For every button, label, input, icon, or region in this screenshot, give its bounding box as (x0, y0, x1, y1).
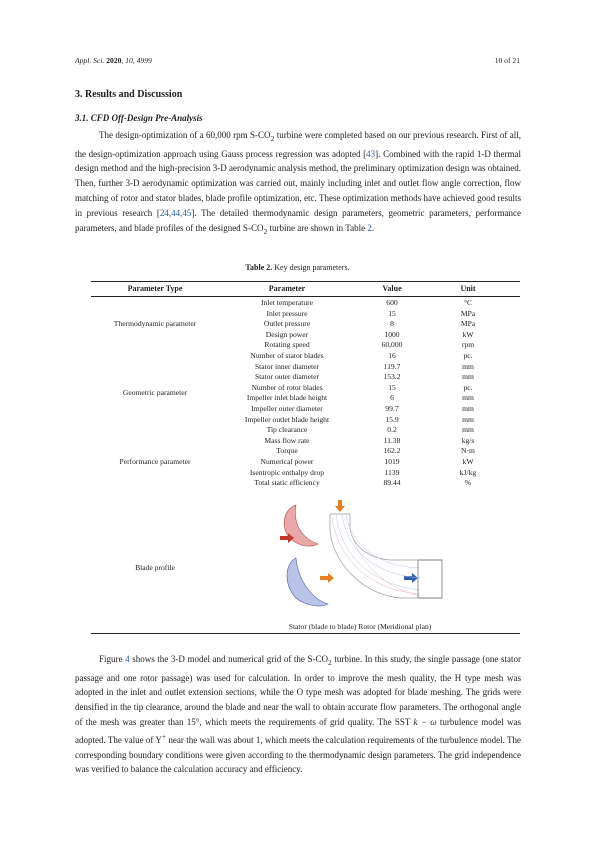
table-reference-link[interactable]: 2 (367, 222, 372, 233)
table-cell-unit: kW (462, 329, 474, 339)
table-cell-unit: pc. (463, 351, 473, 360)
table-cell-value: 1019 (384, 457, 400, 466)
table-cell-unit: mm (462, 425, 474, 435)
table-cell-value: 600 (386, 298, 398, 307)
subsection-title: 3.1. CFD Off-Design Pre-Analysis (75, 113, 203, 123)
table-cell-unit: MPa (460, 308, 476, 318)
table-cell-value: 60,000 (381, 340, 403, 350)
table-cell-value: 8 (390, 319, 394, 329)
table-cell-unit: mm (462, 361, 474, 371)
table-cell-parameter: Impeller outlet blade height (244, 414, 330, 424)
outlet-arrow-icon (404, 573, 418, 583)
table-header-rule (91, 296, 520, 297)
table-cell-parameter: Total static efficiency (254, 478, 320, 488)
journal-volume: , 10, 4999 (121, 56, 152, 65)
journal-name: Appl. Sci. (75, 56, 105, 65)
table-cell-parameter: Impeller inlet blade height (246, 393, 328, 403)
table-cell-value: 15 (388, 382, 396, 392)
figure-reference-link[interactable]: 4 (125, 654, 130, 664)
table-cell-parameter: Isentropic enthalpy drop (249, 467, 325, 477)
table-top-rule (91, 281, 520, 282)
table-cell-value: 89.44 (383, 478, 401, 488)
page-number: 10 of 21 (494, 56, 520, 65)
header-parameter-type: Parameter Type (127, 284, 183, 293)
table-cell-value: 11.38 (383, 435, 401, 445)
rotor-meridional-image (330, 514, 442, 598)
paragraph-1: The design-optimization of a 60,000 rpm $S-CO_2$ turbine were completed based on our previous research. First of all, the design-optimization approach using Gauss process regression was adopted [43]. Combined with the rapid 1-D thermal design method and the high-precision 3-D aerodynamic analysis method, the preliminary optimization design was obtained. Then, further 3-D aerodynamic optimization was carried out, mainly including inlet and outlet flow angle correction, flow matching of rotor and stator blades, blade profile optimization, etc. These optimization methods have achieved good results in previous research [24,44,45]. The detailed thermodynamic design parameters, geometric parameters, performance parameters, and blade profiles of the designed $S-CO_2$ turbine are shown in Table 2. (75, 130, 522, 236)
table-cell-parameter: Inlet temperature (260, 298, 314, 307)
table-cell-value: 0.2 (387, 425, 397, 435)
section-title: 3. Results and Discussion (75, 89, 183, 100)
table-cell-parameter-type: Thermodynamic parameter (113, 319, 197, 329)
table-cell-parameter: Number of rotor blades (251, 382, 323, 392)
blade-profile-label: Blade profile (135, 563, 175, 572)
table-cell-unit: kg/s (461, 435, 475, 445)
table-cell-parameter: Stator inner diameter (254, 361, 320, 371)
blade-profile-figure (270, 500, 460, 620)
table-cell-value: 119.7 (383, 361, 401, 371)
rotor-arrow-icon (320, 573, 334, 583)
header-unit: Unit (460, 284, 476, 293)
header-value: Value (382, 284, 402, 293)
table-cell-parameter-type: Geometric parameter (122, 388, 188, 398)
table-cell-parameter: Inlet pressure (266, 308, 308, 318)
table-cell-unit: mm (462, 372, 474, 382)
table-cell-parameter: Mass flow rate (264, 435, 310, 445)
citation-link[interactable]: 24,44,45 (159, 207, 192, 218)
table-cell-value: 1139 (384, 467, 400, 477)
table-cell-unit: mm (462, 414, 474, 424)
table-cell-unit: kJ/kg (459, 467, 477, 477)
table-cell-value: 15 (388, 308, 396, 318)
table-cell-unit: mm (462, 404, 474, 413)
rotor-inlet-arrow-icon (335, 500, 345, 512)
table-cell-parameter: Rotating speed (264, 340, 310, 350)
table-cell-unit: N·m (461, 446, 475, 456)
table-cell-value: 1000 (384, 329, 400, 339)
header-parameter: Parameter (268, 284, 306, 293)
table-cell-value: 162.2 (383, 446, 401, 456)
figure-caption: Stator (blade to blade) Rotor (Meridional plan) (288, 622, 432, 631)
table-cell-value: 15.9 (385, 414, 399, 424)
table-cell-unit: MPa (460, 319, 476, 329)
stator-blades-image (284, 505, 328, 606)
table-cell-value: 6 (390, 393, 394, 403)
table-cell-parameter: Number of stator blades (250, 351, 324, 360)
table-cell-value: 16 (388, 351, 396, 360)
table-cell-value: 153.2 (383, 372, 401, 382)
table-cell-parameter: Outlet pressure (263, 319, 311, 329)
running-header (75, 56, 152, 65)
table-cell-parameter: Torque (276, 446, 298, 456)
table-cell-parameter: Stator outer diameter (254, 372, 320, 382)
table-cell-unit: mm (462, 393, 474, 403)
table-cell-parameter: Impeller outer diameter (251, 404, 323, 413)
table-cell-parameter: Numerical power (260, 457, 314, 466)
table-cell-value: 99.7 (385, 404, 399, 413)
table-bottom-rule (91, 633, 520, 634)
journal-year: 2020 (106, 56, 122, 65)
citation-link[interactable]: 43 (366, 148, 376, 159)
table-cell-unit: rpm (461, 340, 475, 350)
table-cell-unit: % (464, 478, 472, 488)
table-caption: Table 2. Key design parameters. (245, 263, 350, 272)
table-cell-parameter-type: Performance parameter (119, 457, 191, 466)
table-cell-unit: °C (463, 298, 473, 307)
paragraph-2: Figure 4 shows the 3-D model and numerical grid of the $S-CO_2$ turbine. In this study, the single passage (one stator passage and one rotor passage) was used for calculation. In order to improve the mesh quality, the H type mesh was adopted in the inlet and outlet extension sections, while the O type mesh was adopted for blade meshing. The grids were densified in the tip clearance, around the blade and near the wall to obtain accurate flow parameters. The orthogonal angle of the mesh was greater than 15°, which meets the requirements of grid quality. The SST k − ω turbulence model was adopted. The value of Y+ near the wall was about 1, which meets the calculation requirements of the turbulence model. The corresponding boundary conditions were given according to the thermodynamic design parameters. The grid independence was verified to balance the calculation accuracy and efficiency. (75, 654, 521, 775)
table-cell-unit: kW (462, 457, 474, 466)
table-cell-parameter: Tip clearance (266, 425, 308, 435)
table-cell-parameter: Design power (265, 329, 309, 339)
table-cell-unit: pc. (463, 382, 473, 392)
